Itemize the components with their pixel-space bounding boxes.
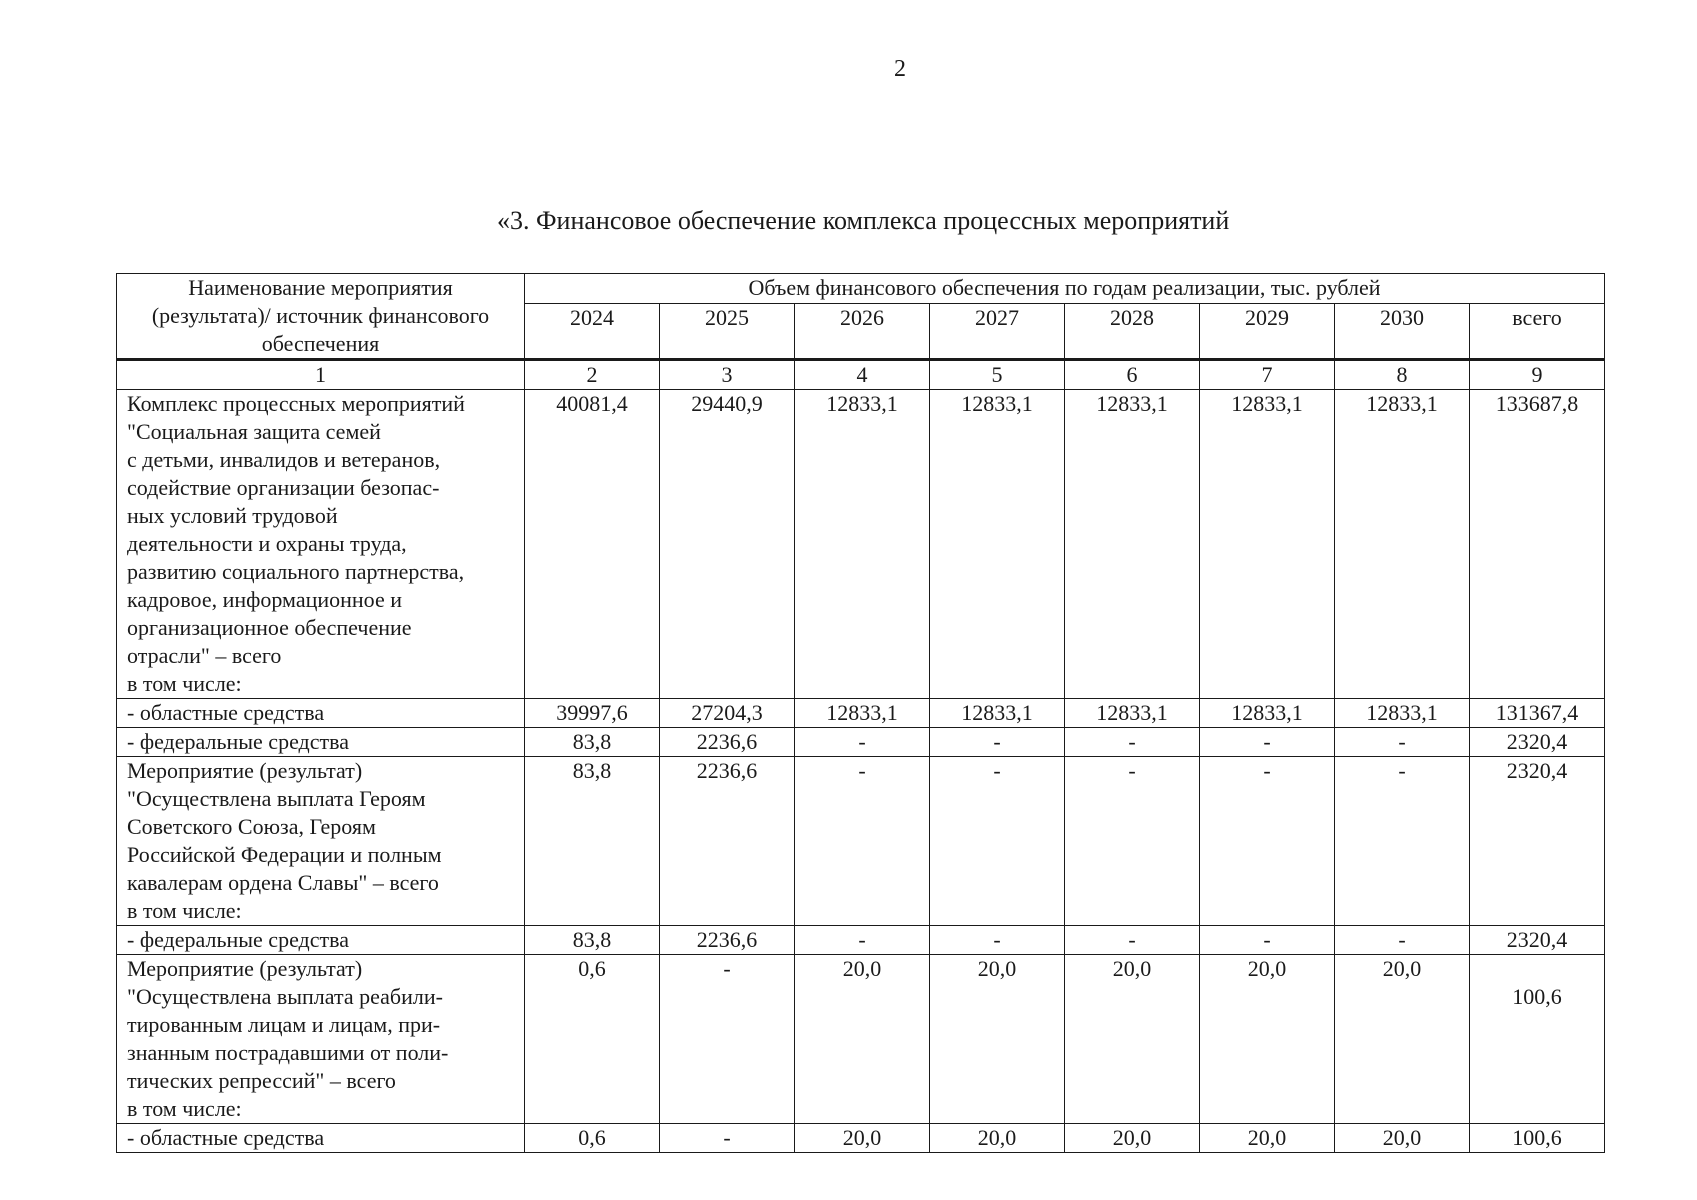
value-cell: 83,8 — [525, 728, 660, 757]
header-group-cell: Объем финансового обеспечения по годам реализации, тыс. рублей — [525, 274, 1605, 304]
value-cell: 20,0 — [1065, 1124, 1200, 1153]
value-cell: - — [795, 757, 930, 926]
value-cell: 27204,3 — [660, 699, 795, 728]
value-cell: 20,0 — [1065, 955, 1200, 1124]
table-row — [117, 1124, 1605, 1153]
value-cell: 40081,4 — [525, 390, 660, 699]
value-cell: 100,6 — [1470, 955, 1605, 1124]
value-cell: - — [1200, 926, 1335, 955]
value-cell: 39997,6 — [525, 699, 660, 728]
document-title: «3. Финансовое обеспечение комплекса процессных мероприятий — [497, 206, 1230, 235]
column-index: 7 — [1200, 360, 1335, 390]
column-index: 9 — [1470, 360, 1605, 390]
value-cell: - — [930, 926, 1065, 955]
value-cell: 2236,6 — [660, 926, 795, 955]
financing-table — [116, 273, 1605, 1153]
value-cell: 12833,1 — [1065, 699, 1200, 728]
value-cell: 2320,4 — [1470, 757, 1605, 926]
value-cell: - — [795, 728, 930, 757]
table-row — [117, 390, 1605, 699]
column-index-row — [117, 360, 1605, 390]
value-cell: - — [1065, 926, 1200, 955]
table-row — [117, 699, 1605, 728]
value-cell: 131367,4 — [1470, 699, 1605, 728]
value-cell: 2236,6 — [660, 757, 795, 926]
value-cell: 83,8 — [525, 926, 660, 955]
column-index: 3 — [660, 360, 795, 390]
value-cell: 20,0 — [930, 1124, 1065, 1153]
value-cell: 12833,1 — [1335, 390, 1470, 699]
value-cell: 12833,1 — [930, 699, 1065, 728]
column-index: 1 — [117, 360, 525, 390]
row-name: Мероприятие (результат) "Осуществлена выплата Героям Советского Союза, Героям Российской Федерации и полным кавалерам ордена Славы" – всего в том числе: — [117, 757, 525, 926]
value-cell: 20,0 — [930, 955, 1065, 1124]
value-cell: - — [1200, 728, 1335, 757]
value-cell: - — [1065, 757, 1200, 926]
value-cell: 20,0 — [1335, 1124, 1470, 1153]
header-row-1 — [117, 274, 1605, 304]
value-cell: 12833,1 — [930, 390, 1065, 699]
value-cell: 20,0 — [795, 955, 930, 1124]
header-year-2027: 2027 — [930, 304, 1065, 360]
value-cell: - — [930, 757, 1065, 926]
value-cell: 12833,1 — [1335, 699, 1470, 728]
value-cell: 20,0 — [1200, 955, 1335, 1124]
header-year-2030: 2030 — [1335, 304, 1470, 360]
value-cell: 0,6 — [525, 1124, 660, 1153]
value-cell: 0,6 — [525, 955, 660, 1124]
value-cell: 2320,4 — [1470, 728, 1605, 757]
value-cell: 12833,1 — [1065, 390, 1200, 699]
header-year-2026: 2026 — [795, 304, 930, 360]
value-cell: - — [1335, 926, 1470, 955]
value-cell: 29440,9 — [660, 390, 795, 699]
value-cell: - — [660, 955, 795, 1124]
table-row — [117, 757, 1605, 926]
column-index: 6 — [1065, 360, 1200, 390]
value-cell: 12833,1 — [1200, 390, 1335, 699]
header-total: всего — [1470, 304, 1605, 360]
row-name: Мероприятие (результат) "Осуществлена выплата реабили- тированным лицам и лицам, при- знанным пострадавшими от поли- тических репрессий" – всего в том числе: — [117, 955, 525, 1124]
header-year-2029: 2029 — [1200, 304, 1335, 360]
value-cell: 83,8 — [525, 757, 660, 926]
value-cell: 2320,4 — [1470, 926, 1605, 955]
table-row — [117, 955, 1605, 1124]
row-name: - федеральные средства — [117, 926, 525, 955]
page-number: 2 — [894, 56, 906, 82]
value-cell: - — [1200, 757, 1335, 926]
value-cell: - — [1335, 728, 1470, 757]
header-name-cell: Наименование мероприятия (результата)/ источник финансового обеспечения — [117, 274, 525, 360]
value-cell: - — [795, 926, 930, 955]
value-cell: 20,0 — [1200, 1124, 1335, 1153]
value-cell: 2236,6 — [660, 728, 795, 757]
row-name: - областные средства — [117, 699, 525, 728]
column-index: 2 — [525, 360, 660, 390]
value-cell: 12833,1 — [1200, 699, 1335, 728]
value-cell: 100,6 — [1470, 1124, 1605, 1153]
row-name: - федеральные средства — [117, 728, 525, 757]
header-year-2028: 2028 — [1065, 304, 1200, 360]
value-cell: 20,0 — [795, 1124, 930, 1153]
value-cell: - — [1335, 757, 1470, 926]
row-name: Комплекс процессных мероприятий "Социальная защита семей с детьми, инвалидов и ветеранов, содействие организации безопас- ных условий трудовой деятельности и охраны труда, развитию социального партнерства, кадровое, информационное и организационное обеспечение отрасли" – всего в том числе: — [117, 390, 525, 699]
value-cell: - — [660, 1124, 795, 1153]
table-row — [117, 728, 1605, 757]
table-row — [117, 926, 1605, 955]
header-year-2025: 2025 — [660, 304, 795, 360]
value-cell: - — [930, 728, 1065, 757]
column-index: 5 — [930, 360, 1065, 390]
value-cell: 12833,1 — [795, 699, 930, 728]
value-cell: 133687,8 — [1470, 390, 1605, 699]
header-year-2024: 2024 — [525, 304, 660, 360]
row-name: - областные средства — [117, 1124, 525, 1153]
value-cell: 12833,1 — [795, 390, 930, 699]
column-index: 8 — [1335, 360, 1470, 390]
value-cell: 20,0 — [1335, 955, 1470, 1124]
column-index: 4 — [795, 360, 930, 390]
value-cell: - — [1065, 728, 1200, 757]
